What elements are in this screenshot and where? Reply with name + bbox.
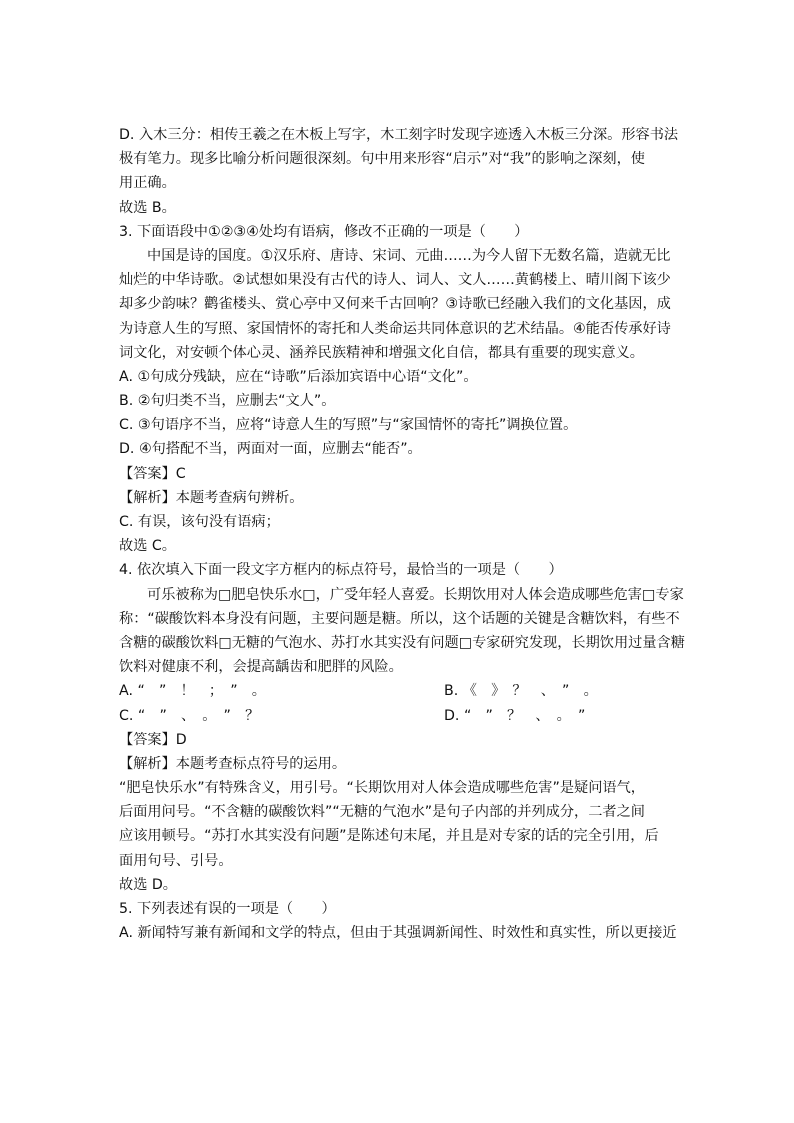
- text-line: B. ②句归类不当，应删去“文人”。: [119, 393, 336, 410]
- document-body: [119, 123, 685, 945]
- text-line: 【解析】本题考查标点符号的运用。: [119, 755, 347, 772]
- text-line: 用正确。: [119, 175, 176, 192]
- text-line: D. 入木三分：相传王羲之在木板上写字，木工刻字时发现字迹透入木板三分深。形容书法: [119, 127, 679, 143]
- text-line: C. 有误，该句没有语病；: [119, 514, 280, 530]
- text-line: 【解析】本题考查病句辨析。: [119, 489, 304, 506]
- text-line: “肥皂快乐水”有特殊含义，用引号。“长期饮用对人体会造成哪些危害”是疑问语气，: [119, 780, 645, 797]
- text-line: 可乐被称为□肥皂快乐水□，广受年轻人喜爱。长期饮用对人体会造成哪些危害□专家: [147, 586, 684, 603]
- text-line: 【答案】C: [119, 465, 186, 482]
- option-right: B. 《 》 ？ 、 ” 。: [444, 683, 598, 700]
- text-line: 含糖的碳酸饮料□无糖的气泡水、苏打水其实没有问题□专家研究发现，长期饮用过量含糖: [119, 634, 685, 651]
- text-line: 却多少韵味？鹳雀楼头、赏心亭中又何来千古回响？③诗歌已经融入我们的文化基因，成: [119, 296, 671, 313]
- text-line: 故选 B。: [119, 199, 176, 216]
- text-line: 3. 下面语段中①②③④处均有语病，修改不正确的一项是（ ）: [119, 223, 529, 240]
- text-block-lower: [119, 728, 675, 946]
- text-line: 4. 依次填入下面一段文字方框内的标点符号，最恰当的一项是（ ）: [119, 562, 563, 579]
- text-line: 5. 下列表述有误的一项是（ ）: [119, 901, 336, 917]
- option-right: D. “ ” ？ 、 。 ”: [444, 707, 586, 724]
- text-line: 称：“碳酸饮料本身没有问题，主要问题是糖。所以，这个话题的关键是含糖饮料，有些不: [119, 610, 680, 627]
- text-block-upper: [119, 123, 685, 679]
- text-line: 应该用顿号。“苏打水其实没有问题”是陈述句末尾，并且是对专家的话的完全引用，后: [119, 828, 659, 845]
- text-line: 中国是诗的国度。①汉乐府、唐诗、宋词、元曲……为今人留下无数名篇，造就无比: [147, 247, 671, 264]
- text-line: 词文化，对安顿个体心灵、涵养民族精神和增强文化自信，都具有重要的现实意义。: [119, 344, 644, 361]
- option-left: C. “ ” 、 。 ” ？: [119, 707, 260, 724]
- text-line: 后面用问号。“不含糖的碳酸饮料”“无糖的气泡水”是句子内部的并列成分，二者之间: [119, 804, 645, 821]
- text-line: 饮料对健康不利，会提高龋齿和肥胖的风险。: [119, 659, 403, 676]
- text-line: 故选 C。: [119, 538, 176, 555]
- q4-options: [119, 679, 675, 727]
- text-line: 极有笔力。现多比喻分析问题很深刻。句中用来形容“启示”对“我”的影响之深刻，使: [119, 151, 645, 168]
- text-line: 故选 D。: [119, 876, 177, 893]
- option-row: [119, 704, 675, 728]
- text-line: 为诗意人生的写照、家国情怀的寄托和人类命运共同体意识的艺术结晶。④能否传承好诗: [119, 320, 671, 337]
- option-row: [119, 679, 675, 703]
- text-line: A. ①句成分残缺，应在“诗歌”后添加宾语中心语“文化”。: [119, 368, 478, 385]
- text-line: 灿烂的中华诗歌。②试想如果没有古代的诗人、词人、文人……黄鹤楼上、晴川阁下该少: [119, 272, 671, 289]
- text-line: 【答案】D: [119, 731, 187, 748]
- text-line: C. ③句语序不当，应将“诗意人生的写照”与“家国情怀的寄托”调换位置。: [119, 417, 578, 434]
- text-line: D. ④句搭配不当，两面对一面，应删去“能否”。: [119, 441, 422, 458]
- option-left: A. “ ” ！ ； ” 。: [119, 683, 266, 700]
- text-line: 面用句号、引号。: [119, 852, 233, 869]
- text-line: A. 新闻特写兼有新闻和文学的特点，但由于其强调新闻性、时效性和真实性，所以更接近: [119, 925, 677, 942]
